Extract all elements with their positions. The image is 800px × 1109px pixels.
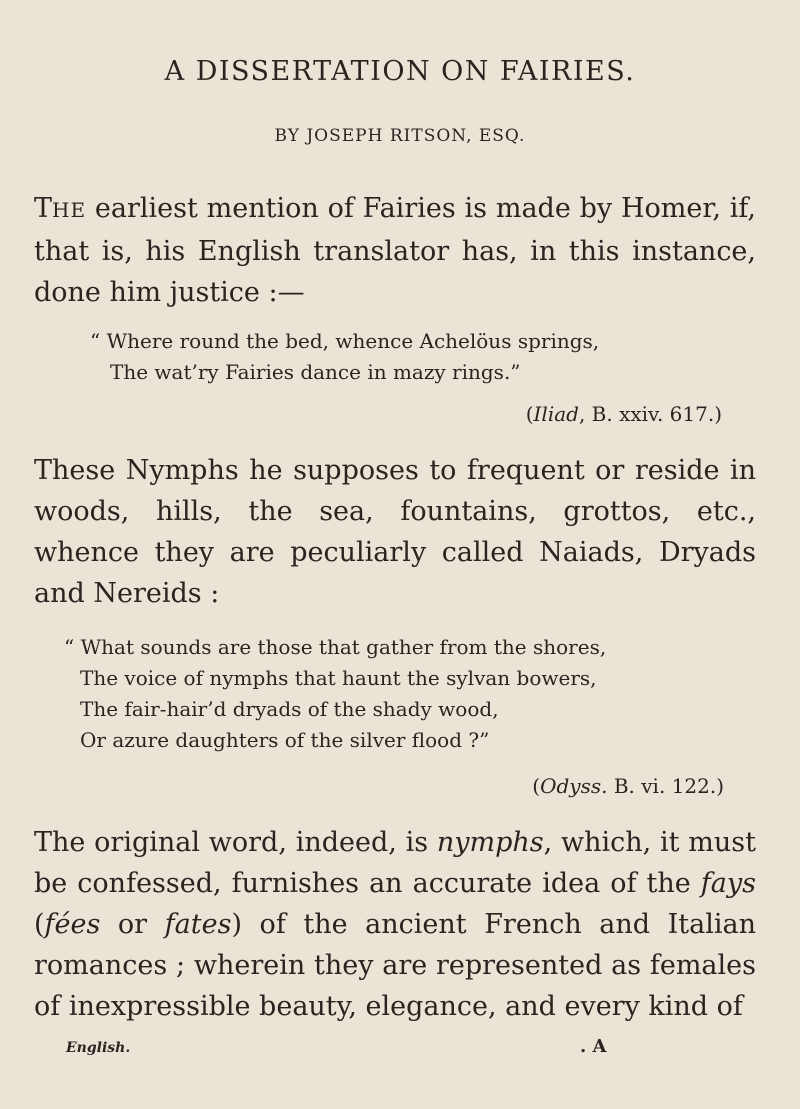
author-byline: BY JOSEPH RITSON, ESQ. [274,126,526,146]
citation-2-work: Odyss. [540,774,608,798]
footer-signature-mark: . A [580,1036,607,1057]
paragraph-1 [34,188,756,313]
paragraph-3-text-b: , which, it must be confessed, furnishes an accurate idea of the [34,827,756,899]
quote-1 [90,326,599,388]
dropcap-letter: T [34,193,53,224]
quote-2-line-4: Or azure daughters of the silver flood ?” [80,728,490,752]
quote-2-line-3: The fair-hair’d dryads of the shady wood, [80,697,499,721]
page-title: A DISSERTATION ON FAIRIES. [164,56,636,87]
italic-fees: fées [44,909,101,940]
paragraph-3-text-e: ) of the ancient French and Italian romances ; wherein they are represented as females of inexpressible beauty, elegance, and every kind of [34,909,756,1022]
citation-2-open: ( [532,774,541,798]
paragraph-3-text-c: ( [34,909,45,940]
paragraph-3-text-a: The original word, indeed, is [34,827,437,858]
footer-signature-word: English. [66,1040,131,1056]
citation-1-ref: , B. xxiv. 617.) [578,402,722,426]
italic-fates: fates [164,909,232,940]
paragraph-3-text-d: or [100,909,165,940]
citation-2-ref: B. vi. 122.) [607,774,724,798]
small-caps-word: HE [52,198,87,222]
quote-1-line-2: The wat’ry Fairies dance in mazy rings.” [110,360,521,384]
paragraph-1-text: earliest mention of Fairies is made by Homer, if, that is, his English translator has, in this instance, done him justice :— [34,193,756,308]
quote-2-line-1: “ What sounds are those that gather from the shores, [64,635,607,659]
citation-1-work: Iliad [533,402,579,426]
citation-2 [532,774,724,798]
paragraph-2: These Nymphs he supposes to frequent or reside in woods, hills, the sea, fountains, grottos, etc., whence they are peculiarly called Naiads, Dryads and Nereids : [34,455,756,609]
citation-1-open: ( [525,402,534,426]
italic-fays: fays [700,868,756,899]
citation-1 [526,402,722,426]
paragraph-3 [34,822,756,1027]
italic-nymphs: nymphs [436,827,544,858]
quote-2-line-2: The voice of nymphs that haunt the sylvan bowers, [80,666,597,690]
quote-1-line-1: “ Where round the bed, whence Achelöus springs, [90,329,600,353]
quote-2 [64,632,606,756]
